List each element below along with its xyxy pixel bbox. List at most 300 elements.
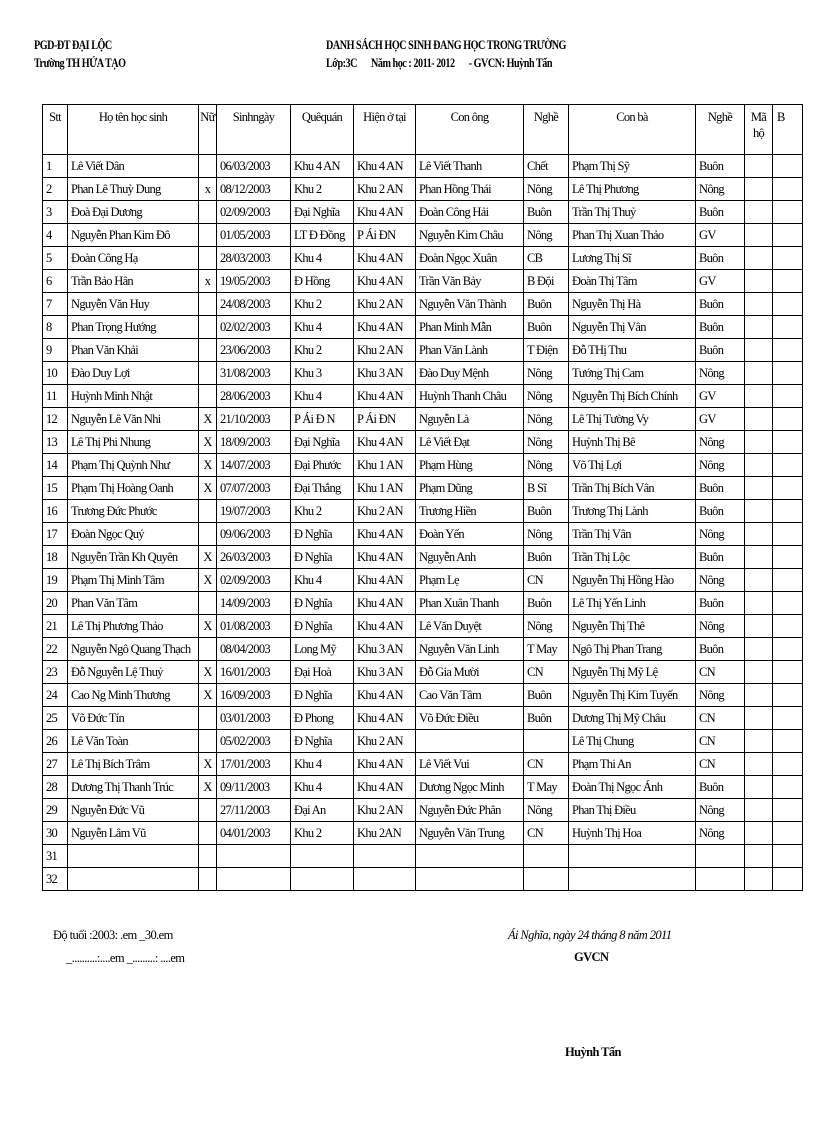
cell-mother: Dương Thị Mỹ Châu: [569, 707, 696, 730]
cell-residence: Khu 2 AN: [354, 178, 416, 201]
cell-father-job: Buôn: [524, 546, 569, 569]
cell-residence: Khu 1 AN: [354, 454, 416, 477]
cell-father: Phạm Dũng: [416, 477, 524, 500]
cell-stt: 27: [43, 753, 68, 776]
cell-mother-job: GV: [696, 408, 745, 431]
school-year: Năm học : 2011- 2012: [371, 55, 455, 70]
cell-female: [199, 822, 217, 845]
cell-female: X: [199, 431, 217, 454]
cell-female: [199, 845, 217, 868]
cell-residence: P Ái ĐN: [354, 408, 416, 431]
cell-dob: 02/02/2003: [217, 316, 291, 339]
cell-mother-job: Buôn: [696, 776, 745, 799]
cell-hometown: Đại Phước: [291, 454, 354, 477]
cell-household: [745, 316, 773, 339]
cell-female: [199, 707, 217, 730]
cell-extra: [773, 707, 803, 730]
cell-stt: 2: [43, 178, 68, 201]
cell-father: Đoàn Yến: [416, 523, 524, 546]
cell-father-job: Buôn: [524, 201, 569, 224]
cell-dob: [217, 868, 291, 891]
cell-extra: [773, 845, 803, 868]
cell-mother: Phạm Thi An: [569, 753, 696, 776]
cell-mother-job: CN: [696, 661, 745, 684]
cell-female: [199, 293, 217, 316]
cell-mother: Trần Thị Bích Vân: [569, 477, 696, 500]
cell-stt: 7: [43, 293, 68, 316]
cell-name: Lê Thị Phi Nhung: [68, 431, 199, 454]
cell-father-job: Nông: [524, 431, 569, 454]
cell-residence: Khu 2 AN: [354, 293, 416, 316]
cell-household: [745, 868, 773, 891]
cell-father: Đoàn Ngọc Xuân: [416, 247, 524, 270]
cell-dob: 31/08/2003: [217, 362, 291, 385]
cell-stt: 31: [43, 845, 68, 868]
cell-mother-job: CN: [696, 753, 745, 776]
cell-dob: 02/09/2003: [217, 201, 291, 224]
cell-extra: [773, 224, 803, 247]
cell-female: X: [199, 615, 217, 638]
cell-mother: Trần Thị Vân: [569, 523, 696, 546]
cell-mother: Lê Thị Yến Linh: [569, 592, 696, 615]
cell-hometown: Đại Nghĩa: [291, 201, 354, 224]
table-row: [43, 362, 803, 385]
cell-name: Dương Thị Thanh Trúc: [68, 776, 199, 799]
cell-father: Cao Văn Tâm: [416, 684, 524, 707]
cell-extra: [773, 730, 803, 753]
cell-father: Phan Hồng Thái: [416, 178, 524, 201]
cell-female: [199, 224, 217, 247]
cell-father: Lê Viết Thanh: [416, 155, 524, 178]
cell-dob: 01/05/2003: [217, 224, 291, 247]
cell-hometown: Khu 2: [291, 822, 354, 845]
place-date: Ái Nghĩa, ngày 24 tháng 8 năm 2011: [508, 928, 672, 942]
cell-household: [745, 477, 773, 500]
cell-dob: 06/03/2003: [217, 155, 291, 178]
table-row: [43, 431, 803, 454]
col-extra: B: [773, 105, 803, 155]
cell-household: [745, 247, 773, 270]
cell-extra: [773, 178, 803, 201]
cell-mother-job: [696, 868, 745, 891]
cell-mother: Ngô Thị Phan Trang: [569, 638, 696, 661]
cell-extra: [773, 868, 803, 891]
cell-dob: 23/06/2003: [217, 339, 291, 362]
school-name: Trường TH HỨA TẠO: [34, 55, 126, 70]
cell-stt: 16: [43, 500, 68, 523]
cell-father-job: Buôn: [524, 293, 569, 316]
cell-female: X: [199, 569, 217, 592]
cell-household: [745, 845, 773, 868]
cell-mother-job: Nông: [696, 523, 745, 546]
cell-residence: Khu 4 AN: [354, 707, 416, 730]
table-row: [43, 546, 803, 569]
table-row: [43, 638, 803, 661]
cell-dob: [217, 845, 291, 868]
cell-mother-job: Buôn: [696, 500, 745, 523]
department-name: PGD-ĐT ĐẠI LỘC: [34, 37, 112, 52]
cell-father-job: Chết: [524, 155, 569, 178]
table-row: [43, 753, 803, 776]
table-row: [43, 615, 803, 638]
cell-dob: 02/09/2003: [217, 569, 291, 592]
cell-father: Phạm Lẹ: [416, 569, 524, 592]
cell-hometown: Đ Nghĩa: [291, 730, 354, 753]
cell-household: [745, 408, 773, 431]
cell-father: Đỗ Gia Mười: [416, 661, 524, 684]
cell-mother-job: Nông: [696, 684, 745, 707]
cell-father: Nguyễn Kim Châu: [416, 224, 524, 247]
cell-stt: 10: [43, 362, 68, 385]
cell-mother: Nguyễn Thị Mỹ Lệ: [569, 661, 696, 684]
cell-extra: [773, 753, 803, 776]
cell-female: [199, 799, 217, 822]
cell-dob: 17/01/2003: [217, 753, 291, 776]
cell-mother-job: CN: [696, 707, 745, 730]
table-row: [43, 661, 803, 684]
cell-name: Phan Trọng Hướng: [68, 316, 199, 339]
cell-father: Trương Hiền: [416, 500, 524, 523]
cell-father: Nguyễn Văn Thành: [416, 293, 524, 316]
cell-mother: Lương Thị Sĩ: [569, 247, 696, 270]
cell-household: [745, 684, 773, 707]
cell-household: [745, 592, 773, 615]
table-row: [43, 224, 803, 247]
cell-name: Cao Ng Minh Thương: [68, 684, 199, 707]
cell-mother-job: Buôn: [696, 155, 745, 178]
cell-hometown: Khu 4: [291, 247, 354, 270]
cell-mother: Nguyễn Thị Hà: [569, 293, 696, 316]
cell-father-job: Buôn: [524, 592, 569, 615]
cell-stt: 3: [43, 201, 68, 224]
col-mother: Con bà: [569, 105, 696, 155]
table-row: [43, 477, 803, 500]
cell-name: Đỗ Nguyễn Lệ Thuỷ: [68, 661, 199, 684]
cell-father-job: Nông: [524, 224, 569, 247]
cell-father-job: [524, 845, 569, 868]
cell-hometown: Đ Nghĩa: [291, 684, 354, 707]
table-row: [43, 500, 803, 523]
cell-extra: [773, 201, 803, 224]
cell-father-job: B Sĩ: [524, 477, 569, 500]
cell-household: [745, 523, 773, 546]
cell-stt: 8: [43, 316, 68, 339]
cell-name: Phạm Thị Quỳnh Như: [68, 454, 199, 477]
cell-extra: [773, 431, 803, 454]
cell-father: Nguyễn Văn Trung: [416, 822, 524, 845]
cell-name: Lê Thị Bích Trâm: [68, 753, 199, 776]
cell-household: [745, 293, 773, 316]
cell-father: Lê Viết Đạt: [416, 431, 524, 454]
cell-extra: [773, 293, 803, 316]
cell-stt: 11: [43, 385, 68, 408]
cell-hometown: [291, 868, 354, 891]
cell-dob: 27/11/2003: [217, 799, 291, 822]
cell-residence: Khu 4 AN: [354, 776, 416, 799]
cell-stt: 25: [43, 707, 68, 730]
cell-dob: 21/10/2003: [217, 408, 291, 431]
cell-mother-job: Nông: [696, 799, 745, 822]
cell-female: X: [199, 454, 217, 477]
col-father-job: Nghề: [524, 105, 569, 155]
cell-name: Lê Viết Dân: [68, 155, 199, 178]
cell-dob: 16/09/2003: [217, 684, 291, 707]
cell-name: Đào Duy Lợi: [68, 362, 199, 385]
cell-stt: 9: [43, 339, 68, 362]
cell-residence: Khu 2 AN: [354, 799, 416, 822]
cell-hometown: Long Mỹ: [291, 638, 354, 661]
cell-residence: Khu 4 AN: [354, 684, 416, 707]
table-row: [43, 684, 803, 707]
cell-dob: 03/01/2003: [217, 707, 291, 730]
cell-stt: 12: [43, 408, 68, 431]
cell-residence: Khu 2 AN: [354, 339, 416, 362]
cell-name: Phạm Thị Minh Tâm: [68, 569, 199, 592]
cell-mother-job: Buôn: [696, 546, 745, 569]
cell-hometown: Khu 2: [291, 178, 354, 201]
cell-name: Lê Văn Toàn: [68, 730, 199, 753]
cell-female: X: [199, 477, 217, 500]
cell-father-job: Nông: [524, 385, 569, 408]
cell-father-job: B Đội: [524, 270, 569, 293]
cell-household: [745, 776, 773, 799]
cell-father: Nguyễn Văn Linh: [416, 638, 524, 661]
cell-mother: Nguyễn Thị Kim Tuyến: [569, 684, 696, 707]
cell-female: X: [199, 661, 217, 684]
cell-stt: 29: [43, 799, 68, 822]
class-info: [326, 55, 566, 71]
cell-household: [745, 385, 773, 408]
cell-dob: 14/09/2003: [217, 592, 291, 615]
cell-hometown: Khu 4: [291, 569, 354, 592]
cell-hometown: Khu 2: [291, 339, 354, 362]
cell-father-job: Buôn: [524, 707, 569, 730]
col-father: Con ông: [416, 105, 524, 155]
cell-hometown: Đại Hoà: [291, 661, 354, 684]
cell-father: Phạm Hùng: [416, 454, 524, 477]
cell-extra: [773, 546, 803, 569]
cell-mother: Trần Thị Thuỷ: [569, 201, 696, 224]
cell-stt: 1: [43, 155, 68, 178]
table-row: [43, 408, 803, 431]
table-row: [43, 270, 803, 293]
cell-female: [199, 247, 217, 270]
cell-residence: Khu 2AN: [354, 822, 416, 845]
cell-father-job: Buôn: [524, 500, 569, 523]
cell-stt: 32: [43, 868, 68, 891]
cell-residence: Khu 4 AN: [354, 546, 416, 569]
col-mother-job: Nghề: [696, 105, 745, 155]
cell-female: [199, 868, 217, 891]
cell-father-job: T May: [524, 776, 569, 799]
cell-hometown: Khu 4: [291, 316, 354, 339]
cell-mother: Trần Thị Lộc: [569, 546, 696, 569]
cell-mother-job: Buôn: [696, 316, 745, 339]
cell-stt: 13: [43, 431, 68, 454]
cell-female: X: [199, 408, 217, 431]
cell-name: [68, 845, 199, 868]
cell-father: Đoàn Công Hải: [416, 201, 524, 224]
cell-father-job: T Điện: [524, 339, 569, 362]
cell-extra: [773, 339, 803, 362]
table-row: [43, 178, 803, 201]
cell-household: [745, 454, 773, 477]
col-hometown: Quêquán: [291, 105, 354, 155]
cell-mother: Đoàn Thị Tâm: [569, 270, 696, 293]
cell-dob: 28/06/2003: [217, 385, 291, 408]
cell-hometown: LT Đ Đồng: [291, 224, 354, 247]
cell-residence: [354, 845, 416, 868]
cell-residence: [354, 868, 416, 891]
cell-extra: [773, 477, 803, 500]
cell-hometown: Đ Phong: [291, 707, 354, 730]
cell-household: [745, 822, 773, 845]
cell-female: [199, 155, 217, 178]
cell-residence: Khu 2 AN: [354, 730, 416, 753]
cell-father: Lê Văn Duyệt: [416, 615, 524, 638]
cell-residence: Khu 4 AN: [354, 155, 416, 178]
cell-hometown: Khu 3: [291, 362, 354, 385]
cell-name: Nguyễn Phan Kim Đô: [68, 224, 199, 247]
cell-father: Nguyễn Đức Phân: [416, 799, 524, 822]
cell-father-job: Buôn: [524, 316, 569, 339]
cell-dob: 07/07/2003: [217, 477, 291, 500]
col-name: Họ tên học sinh: [68, 105, 199, 155]
cell-name: [68, 868, 199, 891]
cell-residence: Khu 3 AN: [354, 638, 416, 661]
cell-mother-job: Nông: [696, 615, 745, 638]
cell-name: Nguyễn Ngô Quang Thạch: [68, 638, 199, 661]
cell-mother: Trương Thị Lành: [569, 500, 696, 523]
signer-role: GVCN: [574, 950, 609, 964]
cell-residence: Khu 4 AN: [354, 523, 416, 546]
table-row: [43, 868, 803, 891]
cell-mother: Đoàn Thị Ngọc Ánh: [569, 776, 696, 799]
cell-household: [745, 224, 773, 247]
cell-name: Đoà Đại Dương: [68, 201, 199, 224]
cell-mother: Nguyễn Thị Vân: [569, 316, 696, 339]
cell-father: [416, 730, 524, 753]
cell-father-job: [524, 730, 569, 753]
cell-household: [745, 638, 773, 661]
cell-mother: [569, 845, 696, 868]
cell-father: Lê Viết Vui: [416, 753, 524, 776]
cell-name: Phạm Thị Hoàng Oanh: [68, 477, 199, 500]
cell-mother: Võ Thị Lợi: [569, 454, 696, 477]
cell-father-job: Nông: [524, 454, 569, 477]
cell-stt: 21: [43, 615, 68, 638]
cell-mother: [569, 868, 696, 891]
cell-household: [745, 661, 773, 684]
cell-mother-job: Nông: [696, 569, 745, 592]
col-stt: Stt: [43, 105, 68, 155]
cell-female: [199, 339, 217, 362]
cell-father: Dương Ngọc Minh: [416, 776, 524, 799]
table-body: [43, 155, 803, 891]
cell-mother: Tướng Thị Cam: [569, 362, 696, 385]
cell-name: Đoàn Công Hạ: [68, 247, 199, 270]
cell-name: Võ Đức Tín: [68, 707, 199, 730]
cell-father-job: CN: [524, 661, 569, 684]
cell-mother-job: Buôn: [696, 638, 745, 661]
table-row: [43, 592, 803, 615]
cell-name: Phan Văn Khải: [68, 339, 199, 362]
cell-stt: 22: [43, 638, 68, 661]
cell-residence: Khu 2 AN: [354, 500, 416, 523]
cell-dob: 09/06/2003: [217, 523, 291, 546]
cell-female: [199, 385, 217, 408]
table-row: [43, 293, 803, 316]
table-row: [43, 799, 803, 822]
table-row: [43, 845, 803, 868]
cell-father-job: Nông: [524, 615, 569, 638]
cell-hometown: Khu 4: [291, 753, 354, 776]
cell-mother: Lê Thị Chung: [569, 730, 696, 753]
signer-name: Huỳnh Tấn: [565, 1045, 621, 1059]
cell-residence: Khu 4 AN: [354, 615, 416, 638]
cell-dob: 08/12/2003: [217, 178, 291, 201]
cell-stt: 20: [43, 592, 68, 615]
cell-extra: [773, 638, 803, 661]
table-row: [43, 776, 803, 799]
cell-father: Phan Minh Mẫn: [416, 316, 524, 339]
cell-mother-job: Buôn: [696, 592, 745, 615]
table-row: [43, 454, 803, 477]
cell-dob: 19/07/2003: [217, 500, 291, 523]
document-title: DANH SÁCH HỌC SINH ĐANG HỌC TRONG TRƯỜNG: [326, 37, 566, 52]
cell-mother-job: Nông: [696, 178, 745, 201]
cell-female: [199, 523, 217, 546]
cell-stt: 14: [43, 454, 68, 477]
cell-stt: 18: [43, 546, 68, 569]
cell-father: [416, 868, 524, 891]
cell-father-job: Buôn: [524, 684, 569, 707]
cell-father-job: CN: [524, 822, 569, 845]
cell-name: Nguyễn Lê Văn Nhi: [68, 408, 199, 431]
cell-extra: [773, 155, 803, 178]
cell-household: [745, 546, 773, 569]
cell-stt: 26: [43, 730, 68, 753]
cell-residence: Khu 4 AN: [354, 247, 416, 270]
homeroom-teacher: - GVCN: Huỳnh Tấn: [468, 55, 553, 70]
cell-residence: Khu 1 AN: [354, 477, 416, 500]
cell-hometown: Khu 2: [291, 293, 354, 316]
cell-mother-job: CN: [696, 730, 745, 753]
cell-name: Nguyễn Đức Vũ: [68, 799, 199, 822]
cell-household: [745, 500, 773, 523]
student-table: [42, 104, 803, 891]
cell-extra: [773, 408, 803, 431]
cell-household: [745, 178, 773, 201]
cell-extra: [773, 247, 803, 270]
cell-mother: Đỗ THị Thu: [569, 339, 696, 362]
cell-household: [745, 707, 773, 730]
cell-hometown: Đại Nghĩa: [291, 431, 354, 454]
cell-dob: 24/08/2003: [217, 293, 291, 316]
cell-residence: Khu 4 AN: [354, 201, 416, 224]
cell-father-job: [524, 868, 569, 891]
cell-stt: 24: [43, 684, 68, 707]
table-row: [43, 155, 803, 178]
cell-extra: [773, 776, 803, 799]
cell-residence: Khu 3 AN: [354, 362, 416, 385]
table-row: [43, 569, 803, 592]
cell-father-job: Nông: [524, 178, 569, 201]
cell-extra: [773, 822, 803, 845]
cell-female: [199, 500, 217, 523]
cell-mother-job: Buôn: [696, 477, 745, 500]
col-female: Nữ: [199, 105, 217, 155]
